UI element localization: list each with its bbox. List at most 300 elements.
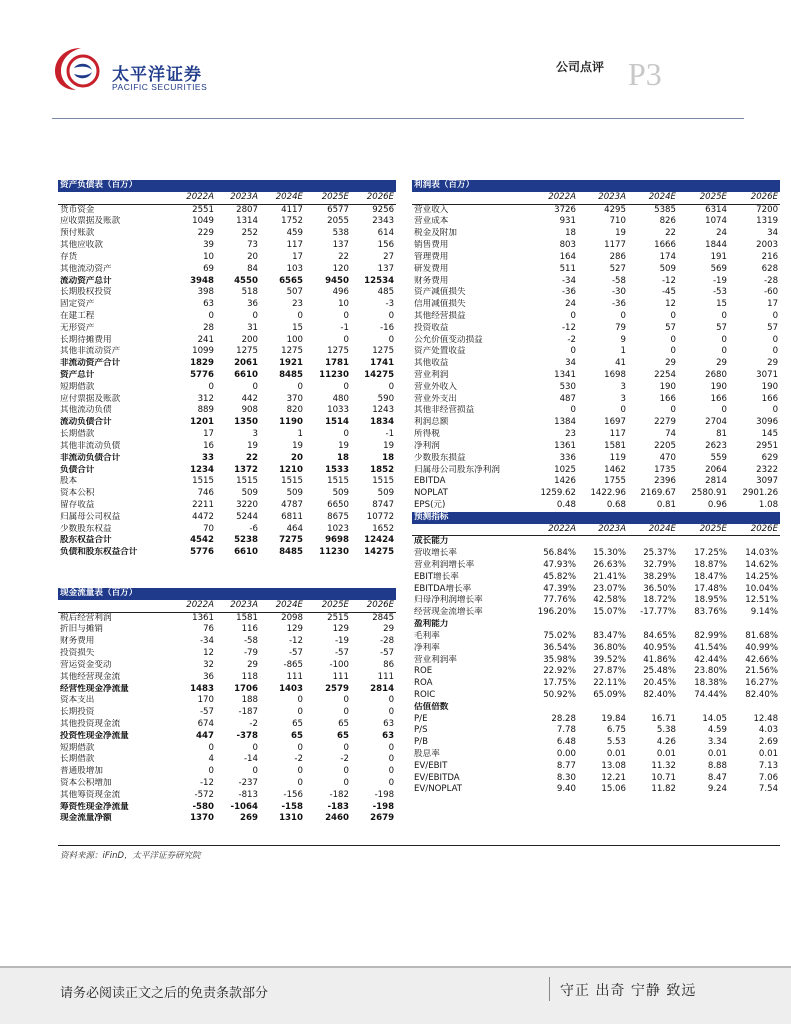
table-row [58,264,396,276]
row-value: 1033 [327,405,349,416]
row-value: 117 [286,240,303,251]
row-value: 0 [343,334,349,345]
row-value: 628 [761,263,779,274]
row-value: 0 [343,429,349,440]
row-value: 57 [767,322,779,333]
row-value: 1515 [327,476,349,487]
row-label: 负债和股东权益合计 [60,547,138,558]
row-label: 其他非流动负债 [60,440,121,451]
row-value: 33 [202,452,214,463]
row-value: -19 [712,275,727,286]
row-value: 1533 [325,464,349,475]
row-value: 0.01 [707,749,727,759]
row-value: -183 [327,801,349,812]
row-value: 889 [197,405,214,416]
row-value: 312 [197,393,214,404]
row-value: 1201 [190,417,214,428]
row-value: 24 [716,228,727,239]
row-value: 1049 [192,216,214,227]
row-value: 36 [247,299,258,310]
row-value: 18.47% [694,571,727,582]
row-value: 590 [377,393,395,404]
row-value: 35.98% [543,654,576,665]
row-value: 25.48% [643,666,676,677]
row-value: 17.25% [694,548,727,559]
table-row [412,299,780,311]
table-row [412,548,780,560]
row-value: 19 [383,440,395,451]
row-value: 10 [338,299,349,310]
table-row [412,417,780,429]
row-value: 1361 [192,612,214,623]
row-value: 17 [767,299,779,310]
row-value: 18 [382,452,395,463]
row-value: -53 [712,287,727,298]
row-value: 1652 [372,523,395,534]
row-value: 42.66% [745,654,779,665]
row-value [578,536,628,548]
row-value [678,702,729,714]
row-value: 14275 [364,370,395,380]
table-row [412,264,780,276]
table-row [58,335,396,347]
table-title: 利润表（百万） [412,180,780,192]
row-value: -34 [561,275,576,286]
row-label: 税金及附加 [414,228,457,239]
row-label: 其他非经营损益 [414,405,475,416]
row-value: 908 [241,405,258,416]
row-value [678,619,729,631]
row-label: EV/EBIT [414,760,448,771]
row-value [729,536,780,548]
row-value: 9698 [325,535,349,546]
row-value: 5.38 [656,725,676,736]
row-value: 1023 [327,523,349,534]
row-value: 398 [197,287,214,298]
table-row [412,252,780,264]
row-value: -60 [764,287,779,298]
row-value: -34 [199,636,214,647]
table-row [412,702,780,714]
row-value: 487 [559,393,576,404]
row-value: 2551 [192,204,214,215]
table-row [58,216,396,228]
table-row [412,228,780,240]
row-value: 8.30 [556,772,576,783]
row-value: 1177 [604,240,626,251]
row-label: EBIT增长率 [414,571,459,582]
row-value: 1581 [236,612,258,623]
row-value: 0 [670,334,676,345]
row-value: 4 [208,754,214,765]
row-value: 0.68 [606,499,626,510]
row-value: 11230 [319,370,349,380]
table-row [412,725,780,737]
year-header-blank [58,192,170,204]
year-header: 2023A [578,524,628,536]
row-value: 5244 [236,511,258,522]
table-title-row [412,512,780,524]
row-value: 1741 [370,358,395,369]
table-row [58,754,396,766]
row-value: 509 [377,488,395,499]
year-header-blank [412,524,528,536]
row-value: 29 [767,358,779,369]
table-row [58,802,396,814]
row-value: 0 [388,695,395,706]
row-value: 23.80% [694,666,727,677]
row-value: 18 [337,452,349,463]
table-row [58,672,396,684]
row-value: 9.40 [556,784,576,795]
row-label: 公允价值变动损益 [414,334,483,345]
table-row [412,595,780,607]
row-value: 3 [620,393,626,404]
row-value: 27.87% [593,666,626,677]
table-row [58,287,396,299]
row-value: 0 [388,310,395,321]
row-value: 28.28 [551,713,576,724]
row-value: 0 [670,405,676,416]
row-value: 0 [388,754,395,765]
row-value: 2322 [756,464,779,475]
year-header: 2026E [351,600,396,612]
row-value: 145 [761,429,779,440]
row-value: 18.87% [694,560,727,570]
row-value: -198 [372,801,395,812]
row-value [729,619,780,631]
row-value: 0 [721,346,727,357]
table-row [58,299,396,311]
table-row [412,666,780,678]
row-value: -1 [385,429,395,440]
row-label: 其他非流动资产 [60,346,121,357]
table-row [58,778,396,790]
row-value: 129 [286,624,303,635]
row-value: -12 [661,275,676,286]
footer-disclaimer: 请务必阅读正文之后的免责条款部分 [60,986,269,1001]
row-value: 1243 [372,405,395,416]
company-name-cn: 太平洋证券 [112,65,202,85]
row-label: 其他流动负债 [60,405,112,416]
row-value: 65.09% [593,689,626,700]
row-label: 营业成本 [414,216,449,227]
row-label: 应收票据及账款 [60,216,121,227]
row-value: -182 [329,789,349,800]
row-value [528,702,578,714]
row-label: 货币资金 [60,204,95,215]
row-value: 241 [197,334,214,345]
table-row [412,536,780,548]
row-value: -2 [340,754,349,765]
row-value: 15.07% [593,607,626,618]
row-label: 在建工程 [60,310,95,321]
row-value: 23.07% [593,583,626,594]
row-value: 166 [659,393,676,404]
row-value: 45.82% [543,571,576,582]
table-row [412,323,780,335]
row-value: 5776 [190,547,214,558]
row-value: 8.77 [556,760,576,771]
row-value: 2704 [705,417,727,428]
row-label: 所得税 [414,429,440,440]
row-value: 2460 [325,813,349,824]
row-label: NOPLAT [414,488,448,499]
year-header: 2026E [729,524,780,536]
table-row [58,790,396,802]
row-value: 1384 [554,417,576,428]
row-value: 507 [286,287,303,298]
row-value: 0 [343,742,349,753]
row-value: 83.47% [593,630,626,641]
row-value: 1515 [236,476,258,487]
row-value: 559 [710,452,727,463]
footer-separator [549,977,550,1001]
year-header: 2023A [216,192,260,204]
row-value: 23 [565,429,576,440]
row-value: 41 [615,358,626,369]
row-value: 0.01 [606,749,626,759]
row-value: 0 [252,766,258,777]
row-label: 股本 [60,476,78,487]
row-value: 22 [246,452,258,463]
row-value [729,702,780,714]
table-row [412,784,780,796]
row-value: 0 [252,310,258,321]
row-value: 0 [343,707,349,718]
row-value: 4.26 [656,737,676,748]
row-value: 0 [208,381,214,392]
row-value: 1275 [236,346,258,357]
table-row [58,204,396,216]
row-value: 511 [559,263,576,274]
row-label: 无形资产 [60,322,95,333]
row-value: -1064 [230,801,258,812]
row-value: -12 [199,778,214,788]
row-value [628,536,678,548]
row-value: 41.86% [643,654,676,665]
table-bottom-rule [58,845,780,846]
row-value: 4550 [234,275,258,286]
row-value: 0.81 [656,499,676,510]
row-label: EBITDA [414,476,446,487]
table-row [58,394,396,406]
row-label: 研发费用 [414,263,449,274]
row-value: 7.78 [556,725,576,736]
row-value: 6610 [234,370,258,380]
row-value: 63 [383,718,395,729]
row-value: 7.06 [758,772,779,783]
row-value: 23 [292,299,303,310]
row-value: 50.92% [543,689,576,700]
row-value: 32.79% [643,560,676,570]
row-value: 82.40% [643,689,676,700]
row-value: 40.99% [745,642,779,653]
table-row [412,619,780,631]
row-value: 3 [252,429,258,440]
row-label: EPS(元) [414,499,446,510]
row-value: 820 [286,405,303,416]
row-label: 销售费用 [414,240,449,251]
table-row [412,465,780,477]
row-value: 118 [241,671,258,682]
row-label: 长期借款 [60,754,95,765]
row-value: 120 [332,263,349,274]
row-value: -1 [340,322,349,333]
row-label: 营业外收入 [414,381,457,392]
row-value: 27 [383,251,395,262]
pacific-securities-logo [52,46,110,92]
row-label: 流动资产总计 [60,275,112,286]
header-divider [52,118,744,119]
row-value: 9450 [325,275,349,286]
row-value: -12 [561,322,576,333]
row-value: 447 [196,730,214,741]
row-value: 2098 [281,612,303,623]
row-value: 79 [615,322,626,333]
row-value: -79 [243,648,258,659]
table-row [412,678,780,690]
row-value: 137 [377,263,395,274]
table-row [58,660,396,672]
row-label: 投资损失 [60,648,95,659]
row-value: 0 [208,742,214,753]
row-value: 29 [247,659,258,670]
row-label: 预付账款 [60,228,95,239]
row-value: 84.65% [643,630,676,641]
row-value: 286 [609,251,626,262]
table-row [412,370,780,382]
row-label: 留存收益 [60,499,95,510]
row-label: 其他流动资产 [60,263,112,274]
row-label: 营业利润增长率 [414,560,475,570]
row-value: 480 [332,393,349,404]
table-row [412,655,780,667]
row-value: 7.13 [758,760,779,771]
row-label: P/E [414,713,428,724]
year-header: 2026E [729,192,780,204]
row-value: 2169.67 [640,488,676,499]
row-value: 47.39% [543,583,576,594]
row-value: 2343 [372,216,395,227]
row-value: 28 [203,322,214,333]
row-value: 111 [286,671,303,682]
row-value: 14.05 [702,713,727,724]
table-row [412,287,780,299]
row-label: 毛利率 [414,630,440,641]
table-row [412,441,780,453]
row-value: 2814 [370,683,395,694]
row-value: 509 [659,263,676,274]
row-value: 710 [609,216,626,227]
table-row [58,512,396,524]
row-value: 1698 [604,370,626,380]
row-value: 70 [203,523,214,534]
row-value: 164 [559,251,576,262]
row-value: 0.00 [556,749,576,759]
row-value: 26.63% [593,560,626,570]
table-row [58,547,396,559]
row-value: -2 [567,334,576,345]
row-value: 0 [297,766,303,777]
row-value: 14.03% [745,548,779,559]
row-value: 156 [377,240,395,251]
row-label: 资本公积增加 [60,778,112,788]
row-value: 0 [772,346,779,357]
row-label: 少数股东权益 [60,523,112,534]
row-value: 1829 [190,358,214,369]
table-row [58,731,396,743]
row-label: EBITDA增长率 [414,583,472,594]
row-value: 129 [332,624,349,635]
row-value: 2064 [705,464,727,475]
year-header: 2022A [528,524,578,536]
row-value: 2807 [236,204,258,215]
table-row [412,311,780,323]
table-row [58,405,396,417]
row-label: 长期待摊费用 [60,334,112,345]
row-value [528,536,578,548]
row-label: 信用减值损失 [414,299,466,310]
table-row [58,370,396,382]
year-header-row [58,600,396,612]
row-value: 65 [338,718,349,729]
row-value: 4295 [604,204,626,215]
row-value: -3 [385,299,395,310]
row-value: 1697 [604,417,626,428]
row-value: 0 [620,405,626,416]
row-value: -158 [281,801,303,812]
row-value: 0 [208,310,214,321]
row-value: 3.34 [707,737,727,748]
row-label: 营业利润 [414,370,449,380]
year-header: 2022A [170,192,216,204]
row-value: 1275 [281,346,303,357]
row-value: 41.54% [694,642,727,653]
row-value: 8.47 [707,772,727,783]
year-header: 2023A [216,600,260,612]
row-label: 经营现金流增长率 [414,607,483,618]
row-label: 股东权益合计 [60,535,112,546]
row-value: 1426 [554,476,576,487]
row-label: 归属母公司权益 [60,511,121,522]
row-label: 营业收入 [414,204,449,215]
row-value: 0 [343,310,349,321]
row-label: 其他经营现金流 [60,671,121,682]
row-value: -2 [249,718,258,729]
row-label: 投资收益 [414,322,449,333]
row-value: 17 [203,429,214,440]
row-value: 0 [297,778,303,788]
row-value: 614 [377,228,395,239]
row-label: 应付票据及账款 [60,393,121,404]
row-value: 22.11% [593,678,626,689]
table-row [412,335,780,347]
table-row [58,743,396,755]
year-header: 2025E [305,600,351,612]
table-row [412,276,780,288]
row-value: 170 [197,695,214,706]
cash-flow-table [58,588,396,825]
row-value: -12 [288,636,303,647]
table-row [412,631,780,643]
row-value: 826 [659,216,676,227]
table-row [412,405,780,417]
footer-divider [0,966,791,968]
row-value: -378 [236,730,258,741]
row-value: 24 [565,299,576,310]
row-value [628,619,678,631]
